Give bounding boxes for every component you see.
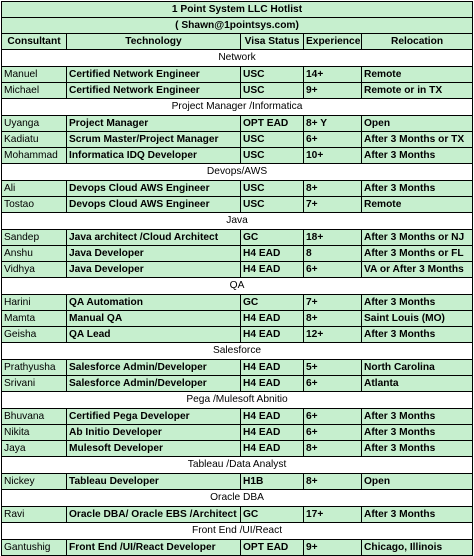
visa-status-cell[interactable]: USC	[241, 67, 304, 83]
section-header-row	[2, 164, 473, 181]
table-row[interactable]	[2, 83, 473, 99]
relocation-cell[interactable]: After 3 Months	[362, 409, 473, 425]
hotlist-title: 1 Point System LLC Hotlist	[2, 2, 473, 18]
table-row[interactable]	[2, 246, 473, 262]
experience-cell[interactable]: 7+	[304, 197, 362, 213]
header-row	[2, 34, 473, 50]
experience-cell[interactable]: 8+ Y	[304, 116, 362, 132]
technology-cell[interactable]: QA Lead	[67, 327, 241, 343]
experience-cell[interactable]: 8+	[304, 181, 362, 197]
technology-cell[interactable]: Salesforce Admin/Developer	[67, 360, 241, 376]
consultant-cell[interactable]: Michael	[2, 83, 67, 99]
consultant-cell[interactable]: Bhuvana	[2, 409, 67, 425]
technology-cell[interactable]: Java Developer	[67, 246, 241, 262]
consultant-cell[interactable]: Vidhya	[2, 262, 67, 278]
visa-status-cell[interactable]: H4 EAD	[241, 441, 304, 457]
section-header-row	[2, 50, 473, 67]
relocation-cell[interactable]: Open	[362, 474, 473, 490]
consultant-cell[interactable]: Jaya	[2, 441, 67, 457]
visa-status-cell[interactable]: USC	[241, 197, 304, 213]
experience-cell[interactable]: 7+	[304, 295, 362, 311]
relocation-cell[interactable]: VA or After 3 Months	[362, 262, 473, 278]
table-row[interactable]	[2, 181, 473, 197]
email-row	[2, 18, 473, 34]
visa-status-cell[interactable]: USC	[241, 132, 304, 148]
consultant-cell[interactable]: Gantushig	[2, 540, 67, 556]
table-row[interactable]	[2, 540, 473, 556]
consultant-cell[interactable]: Kadiatu	[2, 132, 67, 148]
consultant-cell[interactable]: Sandep	[2, 230, 67, 246]
relocation-cell[interactable]: After 3 Months	[362, 327, 473, 343]
section-title: QA	[2, 278, 473, 295]
technology-cell[interactable]: Certified Network Engineer	[67, 83, 241, 99]
table-row[interactable]	[2, 132, 473, 148]
consultant-cell[interactable]: Geisha	[2, 327, 67, 343]
visa-status-cell[interactable]: GC	[241, 507, 304, 523]
consultant-cell[interactable]: Uyanga	[2, 116, 67, 132]
contact-email[interactable]: ( Shawn@1pointsys.com)	[2, 18, 473, 34]
visa-status-cell[interactable]: GC	[241, 230, 304, 246]
table-row[interactable]	[2, 116, 473, 132]
table-row[interactable]	[2, 376, 473, 392]
relocation-cell[interactable]: After 3 Months	[362, 148, 473, 164]
table-row[interactable]	[2, 409, 473, 425]
table-row[interactable]	[2, 441, 473, 457]
experience-cell[interactable]: 6+	[304, 262, 362, 278]
section-header-row	[2, 99, 473, 116]
table-row[interactable]	[2, 230, 473, 246]
relocation-cell[interactable]: Remote	[362, 197, 473, 213]
technology-cell[interactable]: QA Automation	[67, 295, 241, 311]
experience-cell[interactable]: 6+	[304, 132, 362, 148]
relocation-cell[interactable]: After 3 Months	[362, 295, 473, 311]
header-consultant[interactable]: Consultant	[2, 34, 67, 50]
section-header-row	[2, 213, 473, 230]
consultant-cell[interactable]: Srivani	[2, 376, 67, 392]
visa-status-cell[interactable]: H4 EAD	[241, 376, 304, 392]
header-technology[interactable]: Technology	[67, 34, 241, 50]
consultant-cell[interactable]: Mohammad	[2, 148, 67, 164]
technology-cell[interactable]: Manual QA	[67, 311, 241, 327]
visa-status-cell[interactable]: H4 EAD	[241, 327, 304, 343]
table-row[interactable]	[2, 148, 473, 164]
technology-cell[interactable]: Tableau Developer	[67, 474, 241, 490]
section-title: Salesforce	[2, 343, 473, 360]
experience-cell[interactable]: 18+	[304, 230, 362, 246]
experience-cell[interactable]: 10+	[304, 148, 362, 164]
visa-status-cell[interactable]: OPT EAD	[241, 540, 304, 556]
relocation-cell[interactable]: After 3 Months or FL	[362, 246, 473, 262]
table-row[interactable]	[2, 262, 473, 278]
consultant-cell[interactable]: Harini	[2, 295, 67, 311]
technology-cell[interactable]: Java architect /Cloud Architect	[67, 230, 241, 246]
relocation-cell[interactable]: After 3 Months	[362, 507, 473, 523]
technology-cell[interactable]: Certified Network Engineer	[67, 67, 241, 83]
table-row[interactable]	[2, 507, 473, 523]
relocation-cell[interactable]: Saint Louis (MO)	[362, 311, 473, 327]
visa-status-cell[interactable]: H4 EAD	[241, 311, 304, 327]
technology-cell[interactable]: Java Developer	[67, 262, 241, 278]
visa-status-cell[interactable]: GC	[241, 295, 304, 311]
experience-cell[interactable]: 8	[304, 246, 362, 262]
header-experience[interactable]: Experience	[304, 34, 362, 50]
experience-cell[interactable]: 6+	[304, 425, 362, 441]
hotlist-table	[1, 1, 473, 556]
table-row[interactable]	[2, 360, 473, 376]
section-title: Tableau /Data Analyst	[2, 457, 473, 474]
consultant-cell[interactable]: Tostao	[2, 197, 67, 213]
experience-cell[interactable]: 5+	[304, 360, 362, 376]
consultant-cell[interactable]: Mamta	[2, 311, 67, 327]
experience-cell[interactable]: 8+	[304, 441, 362, 457]
consultant-cell[interactable]: Nikita	[2, 425, 67, 441]
section-header-row	[2, 278, 473, 295]
visa-status-cell[interactable]: H4 EAD	[241, 425, 304, 441]
visa-status-cell[interactable]: H4 EAD	[241, 409, 304, 425]
consultant-cell[interactable]: Prathyusha	[2, 360, 67, 376]
technology-cell[interactable]: Certified Pega Developer	[67, 409, 241, 425]
technology-cell[interactable]: Devops Cloud AWS Engineer	[67, 181, 241, 197]
experience-cell[interactable]: 9+	[304, 83, 362, 99]
section-title: Network	[2, 50, 473, 67]
section-header-row	[2, 523, 473, 540]
visa-status-cell[interactable]: H4 EAD	[241, 360, 304, 376]
title-row	[2, 2, 473, 18]
technology-cell[interactable]: Salesforce Admin/Developer	[67, 376, 241, 392]
table-row[interactable]	[2, 67, 473, 83]
experience-cell[interactable]: 6+	[304, 376, 362, 392]
table-row[interactable]	[2, 197, 473, 213]
section-title: Project Manager /Informatica	[2, 99, 473, 116]
section-header-row	[2, 490, 473, 507]
relocation-cell[interactable]: After 3 Months	[362, 181, 473, 197]
technology-cell[interactable]: Scrum Master/Project Manager	[67, 132, 241, 148]
visa-status-cell[interactable]: H4 EAD	[241, 246, 304, 262]
section-header-row	[2, 392, 473, 409]
visa-status-cell[interactable]: H1B	[241, 474, 304, 490]
header-relocation[interactable]: Relocation	[362, 34, 473, 50]
consultant-cell[interactable]: Manuel	[2, 67, 67, 83]
relocation-cell[interactable]: Chicago, Illinois	[362, 540, 473, 556]
technology-cell[interactable]: Oracle DBA/ Oracle EBS /Architect	[67, 507, 241, 523]
relocation-cell[interactable]: After 3 Months or TX	[362, 132, 473, 148]
technology-cell[interactable]: Devops Cloud AWS Engineer	[67, 197, 241, 213]
technology-cell[interactable]: Project Manager	[67, 116, 241, 132]
table-row[interactable]	[2, 425, 473, 441]
consultant-cell[interactable]: Ravi	[2, 507, 67, 523]
visa-status-cell[interactable]: USC	[241, 148, 304, 164]
relocation-cell[interactable]: Open	[362, 116, 473, 132]
table-row[interactable]	[2, 295, 473, 311]
relocation-cell[interactable]: North Carolina	[362, 360, 473, 376]
consultant-cell[interactable]: Ali	[2, 181, 67, 197]
experience-cell[interactable]: 6+	[304, 409, 362, 425]
visa-status-cell[interactable]: USC	[241, 83, 304, 99]
visa-status-cell[interactable]: USC	[241, 181, 304, 197]
experience-cell[interactable]: 8+	[304, 311, 362, 327]
table-row[interactable]	[2, 311, 473, 327]
section-title: Devops/AWS	[2, 164, 473, 181]
section-title: Oracle DBA	[2, 490, 473, 507]
relocation-cell[interactable]: Remote	[362, 67, 473, 83]
relocation-cell[interactable]: After 3 Months	[362, 441, 473, 457]
section-title: Java	[2, 213, 473, 230]
experience-cell[interactable]: 17+	[304, 507, 362, 523]
experience-cell[interactable]: 8+	[304, 474, 362, 490]
section-header-row	[2, 457, 473, 474]
experience-cell[interactable]: 14+	[304, 67, 362, 83]
technology-cell[interactable]: Mulesoft Developer	[67, 441, 241, 457]
visa-status-cell[interactable]: H4 EAD	[241, 262, 304, 278]
consultant-cell[interactable]: Nickey	[2, 474, 67, 490]
technology-cell[interactable]: Ab Initio Developer	[67, 425, 241, 441]
relocation-cell[interactable]: Remote or in TX	[362, 83, 473, 99]
visa-status-cell[interactable]: OPT EAD	[241, 116, 304, 132]
technology-cell[interactable]: Informatica IDQ Developer	[67, 148, 241, 164]
section-title: Front End /UI/React	[2, 523, 473, 540]
technology-cell[interactable]: Front End /UI/React Developer	[67, 540, 241, 556]
experience-cell[interactable]: 9+	[304, 540, 362, 556]
relocation-cell[interactable]: After 3 Months or NJ	[362, 230, 473, 246]
experience-cell[interactable]: 12+	[304, 327, 362, 343]
header-visa-status[interactable]: Visa Status	[241, 34, 304, 50]
relocation-cell[interactable]: After 3 Months	[362, 425, 473, 441]
section-title: Pega /Mulesoft Abnitio	[2, 392, 473, 409]
table-row[interactable]	[2, 327, 473, 343]
section-header-row	[2, 343, 473, 360]
relocation-cell[interactable]: Atlanta	[362, 376, 473, 392]
consultant-cell[interactable]: Anshu	[2, 246, 67, 262]
table-row[interactable]	[2, 474, 473, 490]
